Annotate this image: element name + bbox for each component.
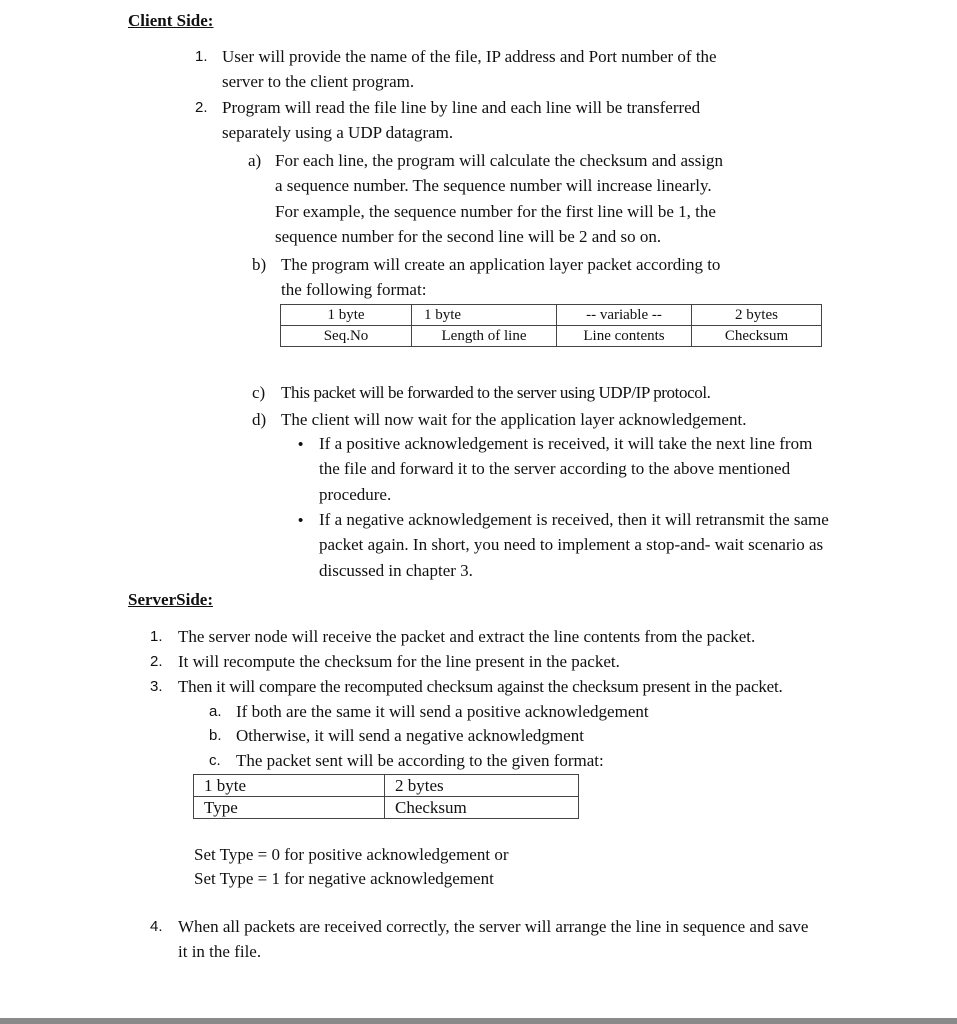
- bullet-1-line-1: If a positive acknowledgement is received, it will take the next line from: [319, 434, 813, 453]
- packet-size-seqno: 1 byte: [281, 305, 412, 326]
- server-item-2-text: It will recompute the checksum for the line present in the packet.: [178, 652, 620, 671]
- client-item-1-number: 1.: [195, 48, 208, 65]
- server-item-3-text: Then it will compare the recomputed checksum against the checksum present in the packet.: [178, 677, 783, 696]
- server-item-1-text: The server node will receive the packet and extract the line contents from the packet.: [178, 627, 756, 646]
- server-item-1-number: 1.: [150, 628, 163, 645]
- ack-size-checksum: 2 bytes: [385, 775, 579, 797]
- client-sub-a-line-4: sequence number for the second line will be 2 and so on.: [275, 227, 662, 246]
- packet-field-contents: Line contents: [557, 326, 692, 347]
- client-item-2-number: 2.: [195, 99, 208, 116]
- ack-format-table: [193, 774, 579, 819]
- client-sub-a-label: a): [248, 151, 262, 170]
- client-sub-a-line-3: For example, the sequence number for the first line will be 1, the: [275, 202, 716, 221]
- server-sub-c-label: c.: [209, 752, 221, 769]
- packet-size-length: 1 byte: [412, 305, 557, 326]
- client-sub-d-text: The client will now wait for the application layer acknowledgement.: [281, 410, 747, 429]
- server-item-3-number: 3.: [150, 678, 163, 695]
- packet-format-field-row: [281, 326, 822, 347]
- ack-size-type: 1 byte: [194, 775, 385, 797]
- client-sub-d-label: d): [252, 410, 267, 429]
- page-bottom-border: [0, 1018, 957, 1024]
- server-sub-c-text: The packet sent will be according to the given format:: [236, 751, 604, 770]
- client-item-1-line-2: server to the client program.: [222, 72, 415, 91]
- server-sub-b-text: Otherwise, it will send a negative acknowledgment: [236, 726, 584, 745]
- client-sub-b-line-2: the following format:: [281, 280, 427, 299]
- server-item-4-number: 4.: [150, 918, 163, 935]
- server-side-heading: ServerSide:: [128, 590, 213, 609]
- bullet-2-line-3: discussed in chapter 3.: [319, 561, 473, 580]
- packet-format-table: [280, 304, 822, 347]
- packet-size-checksum: 2 bytes: [692, 305, 822, 326]
- client-item-1-line-1: User will provide the name of the file, IP address and Port number of the: [222, 47, 717, 66]
- server-item-4-line-1: When all packets are received correctly, the server will arrange the line in sequence and save: [178, 917, 809, 936]
- bullet-1-line-3: procedure.: [319, 485, 392, 504]
- client-sub-a-line-1: For each line, the program will calculate the checksum and assign: [275, 151, 723, 170]
- packet-field-checksum: Checksum: [692, 326, 822, 347]
- client-item-2-line-2: separately using a UDP datagram.: [222, 123, 454, 142]
- bullet-2-line-1: If a negative acknowledgement is received, then it will retransmit the same: [319, 510, 829, 529]
- server-item-4-line-2: it in the file.: [178, 942, 262, 961]
- bullet-1-line-2: the file and forward it to the server according to the above mentioned: [319, 459, 791, 478]
- ack-format-size-row: [194, 775, 579, 797]
- ack-field-type: Type: [194, 797, 385, 819]
- set-type-positive: Set Type = 0 for positive acknowledgement or: [194, 845, 509, 864]
- bullet-2-line-2: packet again. In short, you need to implement a stop-and- wait scenario as: [319, 535, 824, 554]
- set-type-negative: Set Type = 1 for negative acknowledgement: [194, 869, 494, 888]
- ack-field-checksum: Checksum: [385, 797, 579, 819]
- client-sub-c-label: c): [252, 383, 266, 402]
- ack-format-field-row: [194, 797, 579, 819]
- server-sub-a-label: a.: [209, 703, 222, 720]
- packet-field-length: Length of line: [412, 326, 557, 347]
- bullet-2-symbol: •: [298, 512, 304, 529]
- server-item-2-number: 2.: [150, 653, 163, 670]
- client-sub-b-label: b): [252, 255, 267, 274]
- bullet-1-symbol: •: [298, 436, 304, 453]
- packet-field-seqno: Seq.No: [281, 326, 412, 347]
- packet-format-size-row: [281, 305, 822, 326]
- client-sub-b-line-1: The program will create an application layer packet according to: [281, 255, 721, 274]
- client-sub-a-line-2: a sequence number. The sequence number will increase linearly.: [275, 176, 712, 195]
- packet-size-contents: -- variable --: [557, 305, 692, 326]
- client-sub-c-text: This packet will be forwarded to the server using UDP/IP protocol.: [281, 383, 711, 402]
- server-sub-b-label: b.: [209, 727, 222, 744]
- client-side-heading: Client Side:: [128, 11, 214, 30]
- server-sub-a-text: If both are the same it will send a positive acknowledgement: [236, 702, 649, 721]
- client-item-2-line-1: Program will read the file line by line and each line will be transferred: [222, 98, 701, 117]
